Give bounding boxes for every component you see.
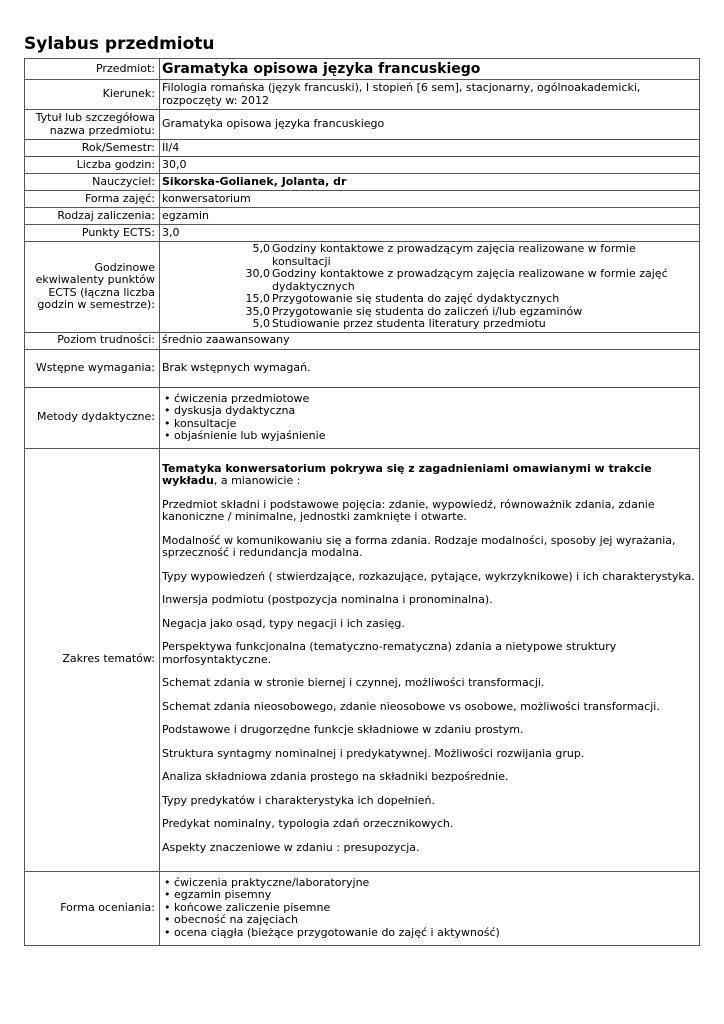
list-item: • ćwiczenia przedmiotowe	[162, 393, 696, 406]
zakres-intro	[162, 463, 696, 488]
list-item: • obecność na zajęciach	[162, 914, 696, 927]
topic-item: Aspekty znaczeniowe w zdaniu : presupozycja.	[162, 840, 420, 854]
topic-item: Struktura syntagmy nominalnej i predykatywnej. Możliwości rozwijania grup.	[162, 746, 585, 760]
row-metody	[25, 387, 700, 448]
topic-item: Perspektywa funkcjonalna (tematyczno-rematyczna) zdania a nietypowe struktury morfosyntaktyczne.	[162, 640, 617, 666]
row-rok	[25, 140, 700, 157]
topic-item: Przedmiot składni i podstawowe pojęcia: zdanie, wypowiedź, równoważnik zdania, zdanie kanoniczne / minimalne, jednostki zamknięte i otwarte.	[162, 497, 655, 524]
page-title: Sylabus przedmiotu	[24, 34, 215, 54]
label-metody: Metody dydaktyczne:	[25, 387, 160, 448]
row-forma	[25, 191, 700, 208]
label-ocenianie: Forma oceniania:	[25, 871, 160, 945]
label-tytul: Tytuł lub szczegółowa nazwa przedmiotu:	[25, 110, 160, 140]
list-item: • egzamin pisemny	[162, 889, 696, 902]
row-zakres	[25, 448, 700, 871]
value-godziny: 30,0	[160, 157, 700, 174]
hours-desc: Godziny kontaktowe z prowadzącym zajęcia realizowane w formie konsultacji	[272, 242, 636, 268]
label-forma: Forma zajęć:	[25, 191, 160, 208]
zakres-intro-bold: Tematyka konwersatorium pokrywa się z zagadnieniami omawianymi w trakcie wykładu	[162, 461, 652, 488]
list-item: • końcowe zaliczenie pisemne	[162, 902, 696, 915]
hours-value: 30,0	[245, 267, 270, 280]
list-item: • ocena ciągła (bieżące przygotowanie do zajęć i aktywność)	[162, 927, 696, 940]
zakres-intro-rest: , a mianowicie :	[213, 474, 301, 488]
topic-item: Analiza składniowa zdania prostego na składniki bezpośrednie.	[162, 770, 509, 784]
row-ekwiwalenty	[25, 242, 700, 333]
row-przedmiot	[25, 59, 700, 80]
hours-desc: Godziny kontaktowe z prowadzącym zajęcia realizowane w formie zajęć dydaktycznych	[272, 267, 668, 293]
label-ekwiwalenty: Godzinowe ekwiwalenty punktów ECTS (łączna liczba godzin w semestrze):	[25, 242, 160, 333]
hours-list	[162, 243, 696, 331]
value-ekwiwalenty	[160, 242, 700, 333]
value-rok: II/4	[160, 140, 700, 157]
value-ects: 3,0	[160, 225, 700, 242]
label-przedmiot: Przedmiot:	[25, 59, 160, 80]
value-nauczyciel: Sikorska-Golianek, Jolanta, dr	[160, 174, 700, 191]
label-godziny: Liczba godzin:	[25, 157, 160, 174]
topic-item: Schemat zdania nieosobowego, zdanie nieosobowe vs osobowe, możliwości transformacji.	[162, 699, 660, 713]
row-nauczyciel	[25, 174, 700, 191]
topic-item: Negacja jako osąd, typy negacji i ich zasięg.	[162, 616, 405, 630]
topic-item: Typy predykatów i charakterystyka ich dopełnień.	[162, 793, 435, 807]
label-poziom: Poziom trudności:	[25, 332, 160, 349]
label-kierunek: Kierunek:	[25, 80, 160, 110]
label-nauczyciel: Nauczyciel:	[25, 174, 160, 191]
value-kierunek: Filologia romańska (język francuski), I stopień [6 sem], stacjonarny, ogólnoakademicki, rozpoczęty w: 2012	[160, 80, 700, 110]
row-poziom	[25, 332, 700, 349]
topic-item: Predykat nominalny, typologia zdań orzecznikowych.	[162, 817, 454, 831]
hours-value: 5,0	[252, 242, 270, 255]
value-poziom: średnio zaawansowany	[160, 332, 700, 349]
hours-value: 15,0	[245, 292, 270, 305]
hours-value: 5,0	[252, 317, 270, 330]
hours-value: 35,0	[245, 304, 270, 318]
row-kierunek	[25, 80, 700, 110]
row-ocenianie	[25, 871, 700, 945]
topic-item: Schemat zdania w stronie biernej i czynnej, możliwości transformacji.	[162, 676, 545, 690]
metody-list	[162, 393, 696, 443]
value-zaliczenie: egzamin	[160, 208, 700, 225]
label-rok: Rok/Semestr:	[25, 140, 160, 157]
ocenianie-list	[162, 877, 696, 940]
list-item: • ćwiczenia praktyczne/laboratoryjne	[162, 877, 696, 890]
label-ects: Punkty ECTS:	[25, 225, 160, 242]
topic-item: Modalność w komunikowaniu się a forma zdania. Rodzaje modalności, sposoby jej wyrażania, sprzeczność i redundancja modalna.	[162, 533, 676, 560]
row-wymagania	[25, 349, 700, 387]
label-zaliczenie: Rodzaj zaliczenia:	[25, 208, 160, 225]
row-tytul	[25, 110, 700, 140]
row-zaliczenie	[25, 208, 700, 225]
value-przedmiot: Gramatyka opisowa języka francuskiego	[160, 59, 700, 80]
topic-item: Inwersja podmiotu (postpozycja nominalna i pronominalna).	[162, 593, 493, 607]
row-ects	[25, 225, 700, 242]
hours-desc: Studiowanie przez studenta literatury przedmiotu	[272, 317, 546, 330]
value-wymagania: Brak wstępnych wymagań.	[160, 349, 700, 387]
topic-item: Typy wypowiedzeń ( stwierdzające, rozkazujące, pytające, wykrzyknikowe) i ich charakterystyka.	[162, 569, 695, 583]
list-item: • konsultacje	[162, 418, 696, 431]
value-tytul: Gramatyka opisowa języka francuskiego	[160, 110, 700, 140]
topic-item: Podstawowe i drugorzędne funkcje składniowe w zdaniu prostym.	[162, 723, 524, 737]
row-godziny	[25, 157, 700, 174]
list-item: • objaśnienie lub wyjaśnienie	[162, 430, 696, 443]
syllabus-table	[24, 58, 700, 946]
hours-desc: Przygotowanie się studenta do zajęć dydaktycznych	[272, 292, 560, 305]
value-forma: konwersatorium	[160, 191, 700, 208]
list-item: • dyskusja dydaktyczna	[162, 405, 696, 418]
hours-desc: Przygotowanie się studenta do zaliczeń i/lub egzaminów	[272, 304, 583, 318]
label-zakres: Zakres tematów:	[25, 448, 160, 871]
label-wymagania: Wstępne wymagania:	[25, 349, 160, 387]
